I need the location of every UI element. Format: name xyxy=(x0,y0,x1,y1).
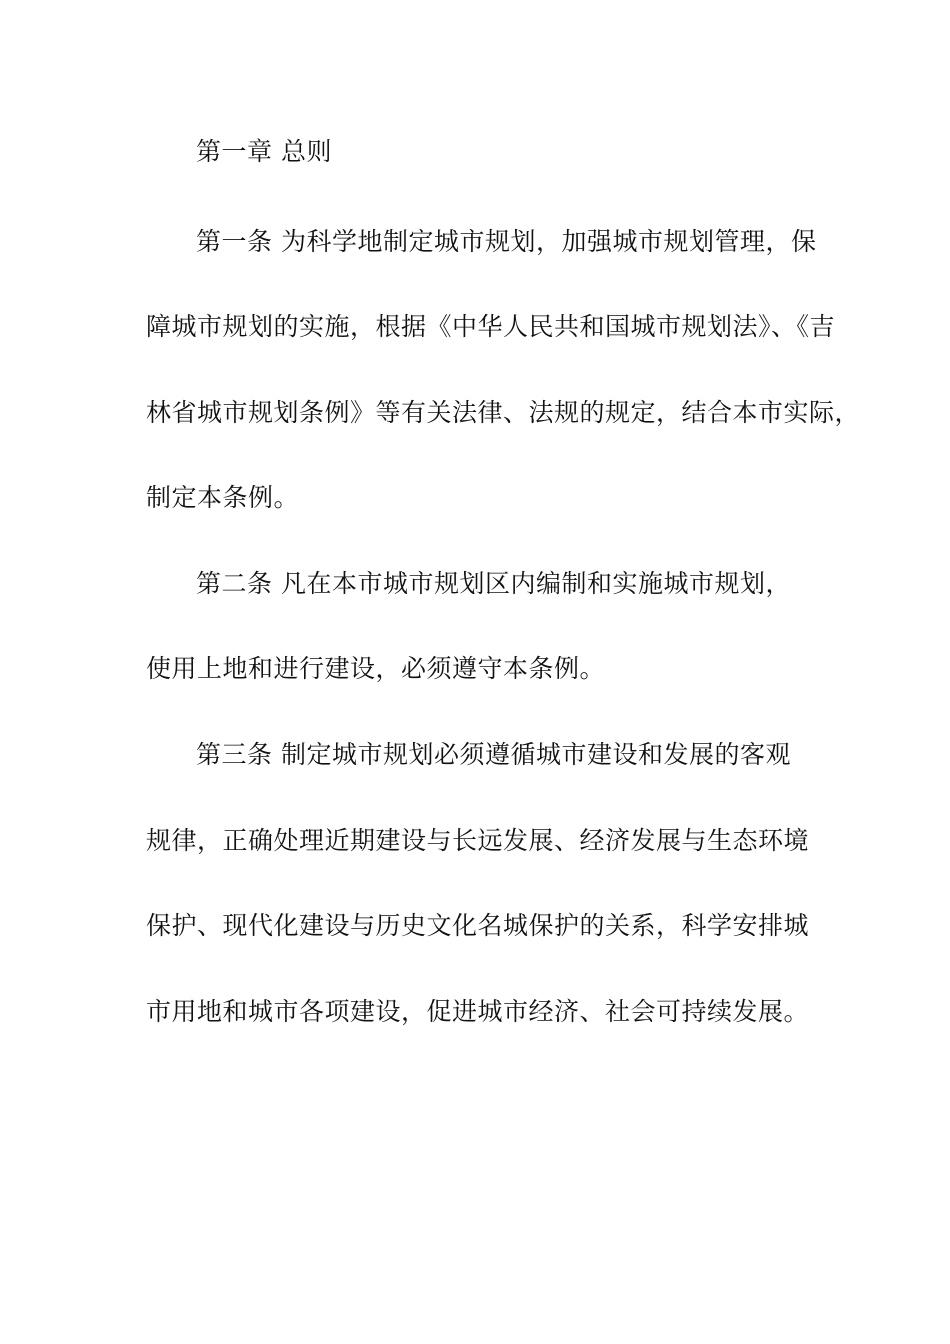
article-2-line-1: 第二条 凡在本市城市规划区内编制和实施城市规划， xyxy=(196,569,791,598)
article-1-line-3: 林省城市规划条例》等有关法律、法规的规定，结合本市实际， xyxy=(146,398,861,427)
article-1-line-2: 障城市规划的实施，根据《中华人民共和国城市规划法》、《吉 xyxy=(146,312,836,341)
article-2-line-2: 使用上地和进行建设，必须遵守本条例。 xyxy=(146,654,606,683)
article-3-line-2: 规律，正确处理近期建设与长远发展、经济发展与生态环境 xyxy=(146,826,810,855)
article-3-line-3: 保护、现代化建设与历史文化名城保护的关系，科学安排城 xyxy=(146,911,810,940)
article-3-line-1: 第三条 制定城市规划必须遵循城市建设和发展的客观 xyxy=(196,740,791,769)
chapter-heading: 第一章 总则 xyxy=(196,137,332,166)
article-1-line-4: 制定本条例。 xyxy=(146,483,300,512)
article-1-line-1: 第一条 为科学地制定城市规划，加强城市规划管理，保 xyxy=(196,227,817,256)
article-3-line-4: 市用地和城市各项建设，促进城市经济、社会可持续发展。 xyxy=(146,997,810,1026)
